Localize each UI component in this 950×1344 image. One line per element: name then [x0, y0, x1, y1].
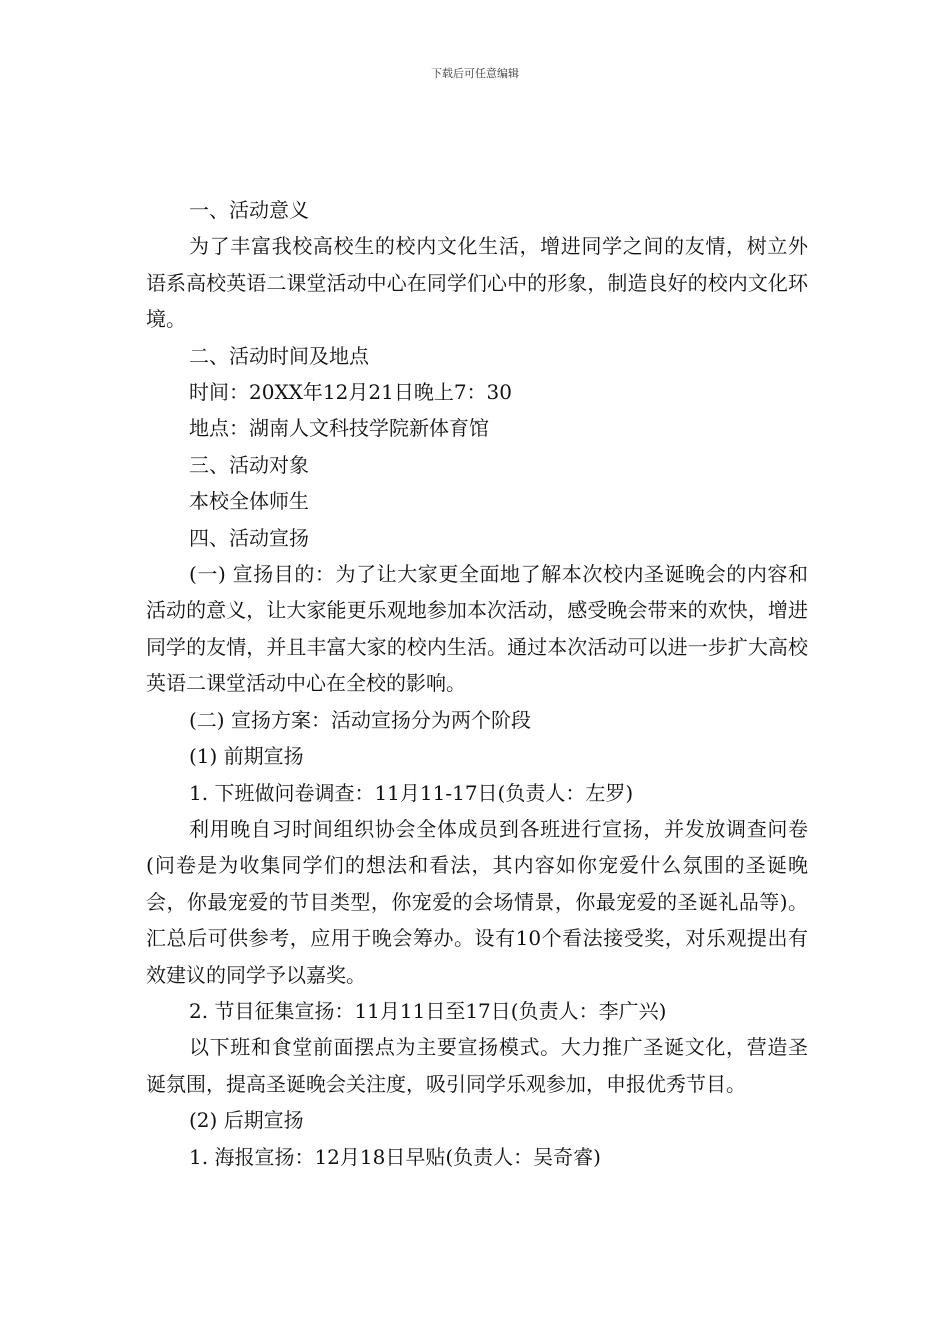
paragraph-time: 时间：20XX年12月21日晚上7：30 [189, 380, 512, 405]
paragraph-significance: 为了丰富我校高校生的校内文化生活，增进同学之间的友情，树立外语系高校英语二课堂活动中心在同学们心中的形象，制造良好的校内文化环境。 [146, 234, 808, 332]
section-heading-significance: 一、活动意义 [189, 198, 309, 222]
paragraph-promotion-purpose: (一) 宣扬目的：为了让大家更全面地了解本次校内圣诞晚会的内容和活动的意义，让大家能更乐观地参加本次活动，感受晚会带来的欢快，增进同学的友情，并且丰富大家的校内生活。通过本次活动可以进一步扩大高校英语二课堂活动中心在全校的影响。 [146, 562, 808, 696]
paragraph-questionnaire: 利用晚自习时间组织协会全体成员到各班进行宣扬，并发放调查问卷(问卷是为收集同学们的想法和看法，其内容如你宠爱什么氛围的圣诞晚会，你最宠爱的节目类型，你宠爱的会场情景，你最宠爱的圣诞礼品等)。汇总后可供参考，应用于晚会筹办。设有10个看法接受奖，对乐观提出有效建议的同学予以嘉奖。 [146, 816, 808, 987]
subheading-early-promotion: (1) 前期宣扬 [189, 744, 304, 769]
page-header: 下载后可任意编辑 [431, 67, 519, 80]
paragraph-promotion-plan: (二) 宣扬方案：活动宣扬分为两个阶段 [189, 707, 531, 732]
paragraph-program-collection: 以下班和食堂前面摆点为主要宣扬模式。大力推广圣诞文化，营造圣诞氛围，提高圣诞晚会关注度，吸引同学乐观参加，申报优秀节目。 [146, 1035, 808, 1096]
subheading-late-promotion: (2) 后期宣扬 [189, 1108, 304, 1133]
item-poster: 1. 海报宣扬：12月18日早贴(负责人：吴奇睿) [189, 1144, 601, 1169]
section-heading-promotion: 四、活动宣扬 [189, 525, 309, 550]
paragraph-place: 地点：湖南人文科技学院新体育馆 [189, 416, 489, 441]
section-heading-audience: 三、活动对象 [189, 452, 309, 477]
document-body [146, 192, 808, 1175]
item-questionnaire: 1. 下班做问卷调查：11月11-17日(负责人：左罗) [189, 780, 634, 805]
paragraph-audience: 本校全体师生 [189, 489, 309, 514]
section-heading-time-place: 二、活动时间及地点 [189, 343, 369, 368]
item-program-collection: 2. 节目征集宣扬：11月11日至17日(负责人：李广兴) [189, 998, 667, 1023]
